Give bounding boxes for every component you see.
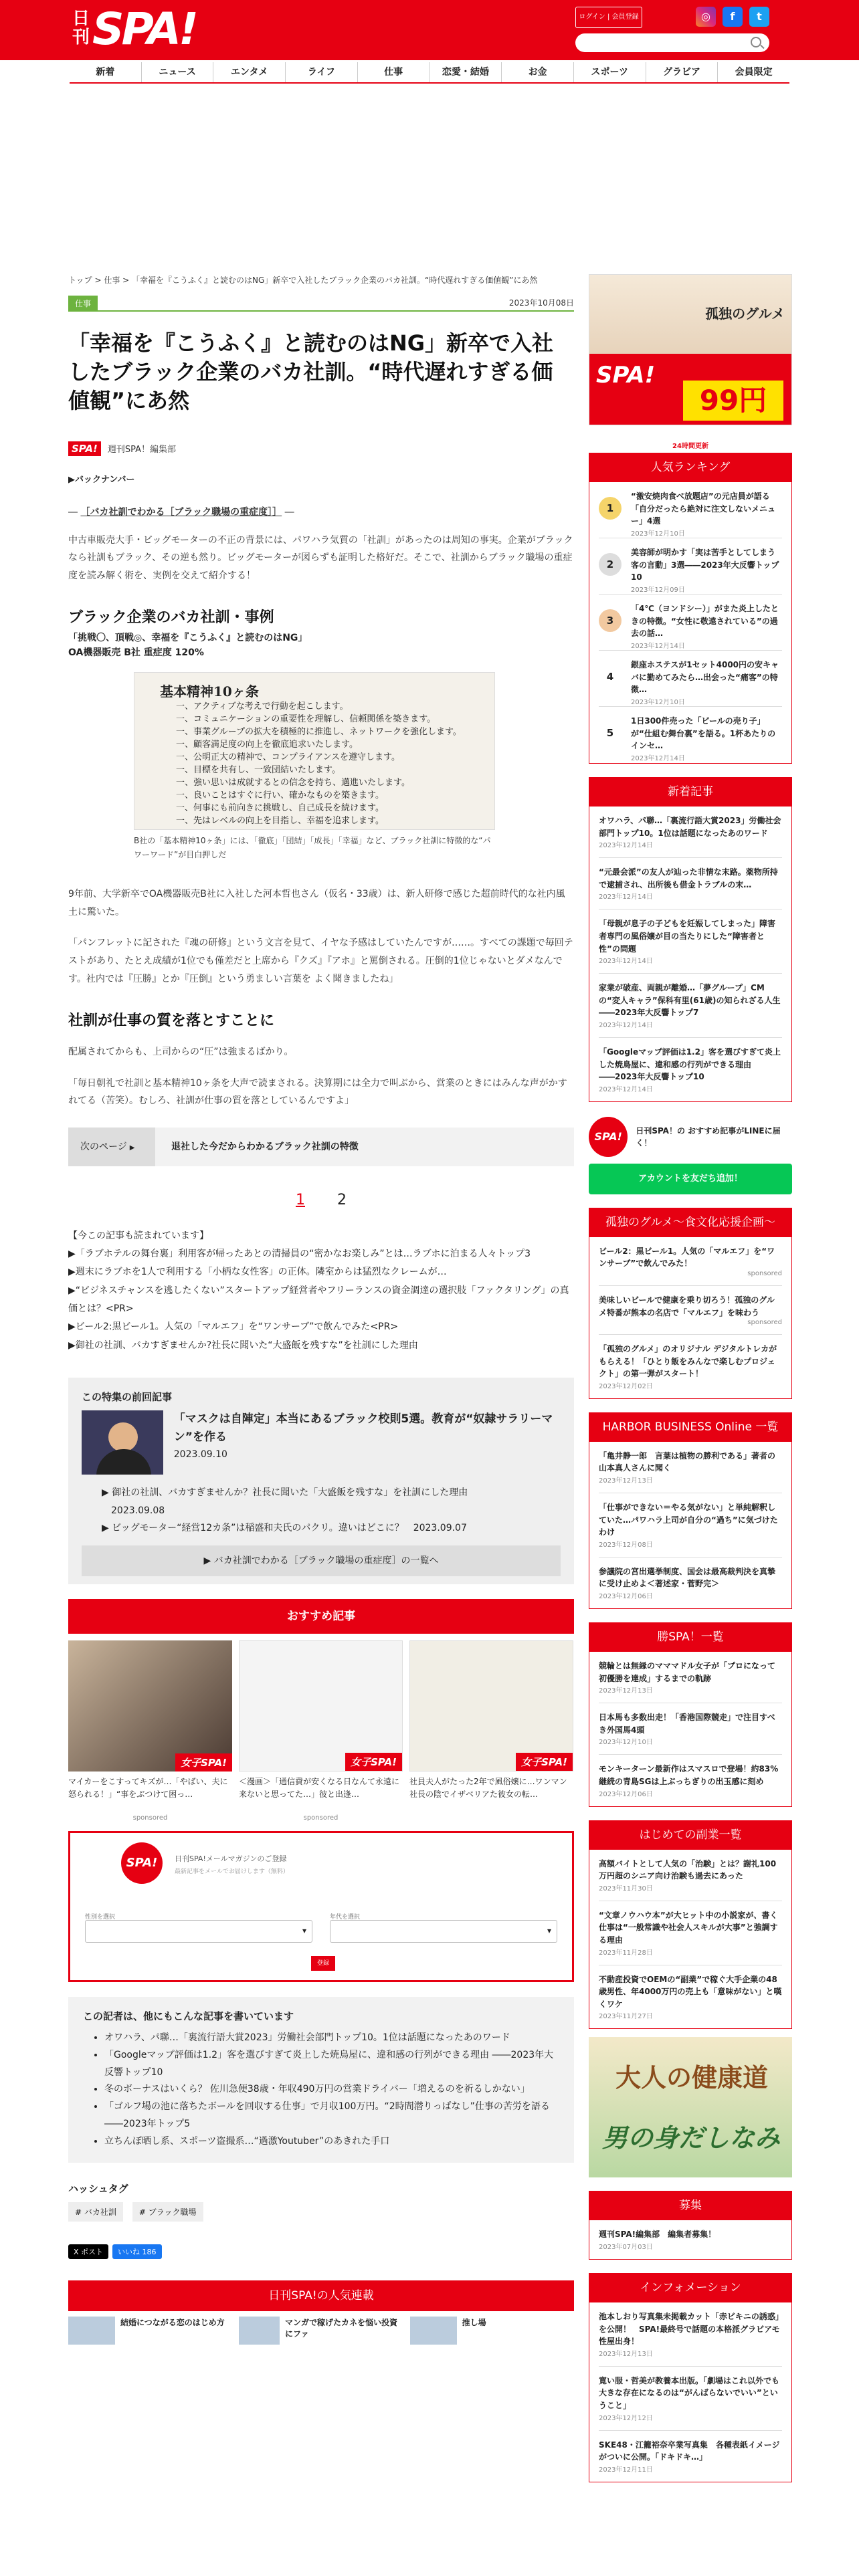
nav-item[interactable]: ライフ — [285, 62, 357, 82]
harbor-date: 2023年12月13日 — [599, 1477, 653, 1485]
article — [68, 274, 574, 2357]
nav-item[interactable]: 会員限定 — [717, 62, 789, 82]
fukugyo-date: 2023年11月28日 — [599, 1949, 653, 1957]
subheading: 「挑戦〇、頂戦◎、幸福を『こうふく』と読むのはNG」 — [68, 633, 308, 644]
like-button[interactable]: いいね 186 — [112, 2244, 162, 2259]
article-date: 2023年10月08日 — [508, 298, 574, 308]
harbor-date: 2023年12月06日 — [599, 1593, 653, 1601]
photo-line: 一、コミュニケーションの重要性を理解し、信頼関係を築きます。 — [176, 714, 436, 725]
hashtag-heading: ハッシュタグ — [68, 2182, 128, 2195]
related-list — [68, 1227, 574, 1355]
other-article-link[interactable]: • 冬のボーナスはいくら？ 佐川急便38歳・年収490万円の営業ドライバー「増えるのを祈るしかない」 — [104, 2081, 559, 2099]
x-post-button[interactable]: X ポスト — [68, 2244, 108, 2259]
harbor-item[interactable] — [599, 1493, 782, 1558]
related-link[interactable]: ▶御社の社訓、バカすぎませんか?社長に聞いた“大盛飯を残すな”を社訓にした理由 — [68, 1339, 418, 1351]
serial-item[interactable] — [410, 2317, 574, 2357]
kachi-date: 2023年12月10日 — [599, 1739, 653, 1747]
photo-line: 一、公明正大の精神で、コンプライアンスを遵守します。 — [176, 752, 401, 763]
info-title[interactable]: 池本しおり写真集未掲載カット「赤ビキニの誘惑」を公開！ SPA!最終号で話題の本格派グラビアモ性屋出身！ — [599, 2311, 780, 2347]
recommend-image[interactable] — [409, 1640, 573, 1772]
related-link[interactable]: ▶「ラブホテルの舞台裏」利用客が帰ったあとの清掃員の“密かなお楽しみ”とは…ラブホに泊まる人々トップ3 — [68, 1249, 531, 1260]
nav-item[interactable]: グラビア — [646, 62, 718, 82]
fukugyo-item[interactable] — [599, 1850, 782, 1901]
body-paragraph: 9年前、大学新卒でOA機器販売B社に入社した河本哲也さん（仮名・33歳）は、新人研修で感じた超前時代的な社内風土に驚いた。 — [68, 889, 565, 918]
fukugyo-title[interactable]: 不動産投資でOEMの“副業”で稼ぐ大手企業の48歳男性、年4000万円の売上も「意味がない」と嘆くワケ — [599, 1974, 782, 2009]
sponsored-label: sponsored — [747, 1269, 782, 1277]
recommend-text[interactable]: マイカーをこすってキズが…「やばい、夫に怒られる！」“事をぶつけて困っ… — [68, 1776, 228, 1799]
serial-title[interactable]: マンガで稼げたカネを悩い投資にファ — [285, 2317, 398, 2339]
section-heading: 社訓が仕事の質を落とすことに — [68, 1012, 275, 1030]
info-date: 2023年12月12日 — [599, 2414, 653, 2422]
line-text: 日刊SPA！の おすすめ記事がLINEに届く！ — [636, 1125, 781, 1148]
fukugyo-item[interactable] — [599, 1965, 782, 2029]
login-button[interactable]: ログイン | 会員登録 — [575, 7, 642, 28]
series-date: 2023.09.10 — [173, 1449, 227, 1461]
nav-item[interactable]: 新着 — [96, 67, 115, 78]
photo-line: 一、何事にも前向きに挑戦し、自己成長を続けます。 — [176, 803, 384, 814]
rank-title[interactable]: 「4℃（ヨンドシー）」がまた炎上したときの特徴。“女性に敬遠されている”の過去の話… — [631, 604, 779, 639]
rank-date: 2023年12月09日 — [631, 586, 685, 594]
share-buttons — [68, 2244, 574, 2259]
pagination — [68, 1192, 574, 1208]
ranking-sub: 24時間更新 — [672, 443, 708, 450]
fukugyo-heading: はじめての副業一覧 — [589, 1820, 792, 1850]
gourmet-title[interactable]: ビール2：黒ビール1。人気の「マルエフ」を“ワンサーブ”で飲んでみた！ — [599, 1246, 775, 1269]
rank-number: 3 — [599, 609, 622, 632]
recommend-card[interactable] — [409, 1640, 573, 1822]
promo-banner[interactable] — [589, 274, 792, 425]
gourmet-title[interactable]: 「孤独のグルメ」のオリジナル デジタルトレカがもらえる！「ひとり飯をみんなで楽しむプロジェクト」の第一弾がスタート！ — [599, 1344, 777, 1379]
series-box — [68, 1378, 574, 1584]
sponsored-label: sponsored — [132, 1814, 168, 1822]
info-heading: インフォメーション — [589, 2273, 792, 2302]
gourmet-title[interactable]: 美味しいビールで健康を乗り切ろう！孤独のグルメ特番が熊本の名店で「マルエフ」を味わう — [599, 1295, 775, 1317]
info-item[interactable] — [599, 2302, 782, 2367]
new-article-title[interactable]: オワハラ、パ聯…「裏流行語大賞2023」労働社会部門トップ10。1位は話題になったあのワード — [599, 816, 781, 838]
harbor-title[interactable]: 参議院の宮出選挙制度、国会は最高裁判決を真摯に受け止めよ＜著述家・菅野完＞ — [599, 1566, 776, 1589]
recommend-image[interactable] — [239, 1640, 403, 1772]
fukugyo-date: 2023年11月27日 — [599, 2013, 653, 2021]
twitter-icon[interactable]: t — [749, 7, 769, 27]
grooming-banner-title: 男の身だしなみ — [602, 2123, 781, 2153]
kachi-title[interactable]: 競輪とは無縁のマママドル女子が「プロになって初優勝を達成」するまでの軌跡 — [599, 1661, 776, 1683]
fukugyo-item[interactable] — [599, 1901, 782, 1965]
recruit-date: 2023年07月03日 — [599, 2243, 653, 2251]
photo-line: 一、顧客満足度の向上を徹底追求いたします。 — [176, 740, 358, 750]
kachi-date: 2023年12月13日 — [599, 1687, 653, 1695]
newsletter-title: 日刊SPA!メールマガジンのご登録 — [175, 1854, 287, 1863]
recruit-title[interactable]: 週刊SPA!編集部 編集者募集！ — [599, 2230, 717, 2240]
ranking-item[interactable] — [599, 538, 782, 595]
search-input[interactable] — [575, 33, 769, 52]
instagram-icon[interactable]: ◎ — [696, 7, 716, 27]
serial-thumb[interactable] — [239, 2317, 280, 2345]
gourmet-date: 2023年12月02日 — [599, 1382, 653, 1390]
nav-item[interactable]: ニュース — [141, 62, 213, 82]
spa-logo-icon: SPA! — [589, 1117, 628, 1157]
nav-item[interactable]: 恋愛・結婚 — [430, 62, 502, 82]
kachi-spa-list — [589, 1652, 792, 1807]
gender-select[interactable] — [85, 1920, 312, 1943]
recommend-grid — [68, 1640, 574, 1822]
age-label: 年代を選択 — [330, 1913, 361, 1921]
series-link[interactable]: ▶ ビッグモーター“経営12カ条”は稲盛和夫氏のパクリ。違いはどこに？ 2023.09.07 — [102, 1523, 467, 1534]
photo-title: 基本精神10ヶ条 — [160, 683, 259, 700]
new-article-title[interactable]: 「Googleマップ評価は1.2」客を選びすぎて炎上した焼鳥屋に、違和感の行列ができる理由――2023年大反響トップ10 — [599, 1047, 781, 1082]
info-item[interactable] — [599, 2431, 782, 2482]
info-date: 2023年12月13日 — [599, 2350, 653, 2358]
photo-line: 一、良いことはすぐに行い、確かなものを築きます。 — [176, 790, 384, 801]
harbor-title[interactable]: 「亀井静一郎 言葉は植物の勝利である」著者の山本真人さんに聞く — [599, 1451, 776, 1473]
gourmet-item[interactable] — [599, 1335, 782, 1398]
recommend-card[interactable] — [68, 1640, 232, 1822]
series-items — [82, 1484, 561, 1537]
category-row — [68, 294, 574, 312]
category-badge[interactable]: 仕事 — [68, 296, 98, 311]
rules-photo — [134, 672, 495, 830]
nav-item[interactable]: スポーツ — [573, 62, 646, 82]
ranking-item[interactable] — [599, 707, 782, 763]
new-article-title[interactable]: 家業が破産、両親が離婚…「夢グループ」CMの“変人キャラ”保科有里(61歳)の知られざる人生――2023年大反響トップ7 — [599, 983, 781, 1018]
article-title: 「幸福を『こうふく』と読むのはNG」新卒で入社したブラック企業のバカ社訓。“時代遅れすぎる価値観”にあ然 — [68, 330, 554, 414]
banner-spa: SPA! — [596, 362, 656, 389]
serial-thumb[interactable] — [410, 2317, 457, 2345]
recommend-heading: おすすめ記事 — [68, 1599, 574, 1634]
other-article-link[interactable]: • 立ちんぼ晒し系、スポーツ盗撮系…“過激Youtuber”のあきれた手口 — [104, 2133, 559, 2151]
rank-title[interactable]: 銀座ホステスが1セット4000円の安キャバに勤めてみたら…出会った“痛客”の特徴… — [631, 660, 779, 695]
series-heading: この特集の前回記事 — [82, 1390, 173, 1403]
new-article[interactable] — [599, 858, 782, 909]
series-first[interactable] — [82, 1410, 561, 1475]
info-list — [589, 2302, 792, 2482]
ranking-item[interactable] — [599, 482, 782, 538]
related-head: 【今この記事も読まれています】 — [68, 1230, 209, 1241]
back-number-link[interactable]: ▶バックナンバー — [68, 474, 135, 485]
rank-title[interactable]: “激安焼肉食べ放題店”の元店員が語る「自分だったら絶対に注文しないメニュー」4選 — [631, 492, 776, 526]
photo-line: 一、強い思いは成就するとの信念を持ち、邁進いたします。 — [176, 778, 410, 788]
info-title[interactable]: SKE48・江籠裕奈卒業写真集 各種表紙イメージがついに公開。「ドキドキ…」 — [599, 2440, 780, 2462]
recommend-text[interactable]: 社員夫人がたった2年で風俗嬢に…ワンマン社長の陰でイザベリアた彼女の転… — [409, 1776, 567, 1799]
author-name[interactable]: 週刊SPA！編集部 — [107, 445, 177, 455]
recruit-item[interactable] — [599, 2220, 782, 2259]
next-page-label: 次のページ ▶ — [68, 1128, 155, 1166]
related-link[interactable]: ▶週末にラブホを1人で利用する「小柄な女性客」の正体。隣室からは猛烈なクレームが… — [68, 1267, 447, 1278]
gourmet-list — [589, 1237, 792, 1399]
logo-main-text: SPA! — [92, 3, 197, 55]
ranking-item[interactable] — [599, 651, 782, 707]
harbor-list — [589, 1442, 792, 1609]
page-1[interactable]: 1 — [296, 1191, 305, 1208]
newsletter-box — [68, 1831, 574, 1982]
recommend-text[interactable]: ＜漫画＞「通信費が安くなる日なんて永遠に来ないと思ってた…」彼と出逢… — [239, 1776, 400, 1799]
photo-line: 一、目標を共有し、一致団結いたします。 — [176, 765, 341, 776]
harbor-item[interactable] — [599, 1442, 782, 1493]
next-page-link[interactable] — [68, 1128, 574, 1166]
photo-line: 一、アクティブな考えで行動を起こします。 — [176, 702, 349, 712]
line-promo — [589, 1117, 792, 1157]
other-article-link[interactable]: • 「Googleマップ評価は1.2」客を選びすぎて炎上した焼鳥屋に、違和感の行列ができる理由 ――2023年大反響トップ10 — [104, 2047, 559, 2082]
kachi-title[interactable]: 日本馬も多数出走！「香港国際競走」で注目すべき外国馬4頭 — [599, 1713, 775, 1735]
others-heading: この記者は、他にもこんな記事を書いています — [83, 2010, 294, 2022]
joshi-spa-badge: 女子SPA! — [175, 1753, 232, 1772]
info-title[interactable]: 寛い服・哲美が教養本出版。「劇場はこれ以外でも大きな存在になるのは“がんばらないでいい”ということ」 — [599, 2375, 780, 2410]
other-article-link[interactable]: • オワハラ、パ聯…「裏流行語大賞2023」労働社会部門トップ10。1位は話題になったあのワード — [104, 2030, 559, 2047]
new-articles-heading: 新着記事 — [589, 777, 792, 807]
body-paragraph: 配属されてからも、上司からの“圧”は強まるばかり。 — [68, 1047, 294, 1058]
banner-top — [589, 275, 791, 354]
serial-title[interactable]: 推し場 — [462, 2317, 486, 2327]
page-2[interactable]: 2 — [337, 1191, 347, 1208]
series-tagline — [68, 505, 574, 518]
fukugyo-title[interactable]: 高額バイトとして人気の「治験」とは？謝礼100万円超のシニア向け治験も過去にあった — [599, 1858, 777, 1881]
intro-paragraph: 中古車販売大手・ビッグモーターの不正の背景には、パワハラ気質の「社訓」があったのは周知の事実。企業がブラックなら社訓もブラック、その逆も然り。ビッグモーターが図らずも証明した格好だ。そこで、社訓からブラック職場の重症度を読み解く術を、実例を交えて紹介する！ — [68, 534, 573, 581]
new-article[interactable] — [599, 807, 782, 858]
serial-heading: 日刊SPA!の人気連載 — [68, 2280, 574, 2311]
new-article-date: 2023年12月14日 — [599, 842, 653, 850]
rank-date: 2023年12月10日 — [631, 530, 685, 538]
recruit-heading: 募集 — [589, 2191, 792, 2220]
info-date: 2023年12月11日 — [599, 2466, 653, 2474]
author-logo: SPA! — [68, 441, 101, 456]
gender-label: 性別を選択 — [85, 1913, 116, 1921]
section-heading: ブラック企業のバカ社訓・事例 — [68, 609, 274, 627]
subheading: OA機器販売 B社 重症度 120% — [68, 647, 204, 659]
author-row — [68, 441, 574, 456]
rank-date: 2023年12月14日 — [631, 754, 685, 762]
new-articles-list — [589, 807, 792, 1102]
series-date: 2023.09.08 — [102, 1505, 165, 1516]
breadcrumb[interactable]: トップ > 仕事 > 「幸福を『こうふく』と読むのはNG」新卒で入社したブラック企業のバカ社訓。“時代遅れすぎる価値観”にあ然 — [68, 276, 538, 285]
fukugyo-title[interactable]: “文章ノウハウ本”が大ヒット中の小説家が、書く仕事は“一般常識や社会人スキルが大事”と強調する理由 — [599, 1910, 778, 1945]
site-logo[interactable] — [70, 3, 197, 55]
serial-title[interactable]: 結婚につながる恋のはじめ方 — [120, 2317, 225, 2327]
banner-bottom — [589, 354, 791, 425]
health-banner[interactable] — [589, 2037, 792, 2177]
ranking-item[interactable] — [599, 595, 782, 651]
photo-caption: B社の「基本精神10ヶ条」には、「徹底」「団結」「成長」「幸福」など、ブラック社訓に特徴的な“パワーワード”が目白押しだ — [134, 836, 491, 859]
rank-title[interactable]: 美容師が明かす「実は苦手としてしまう客の言動」3選――2023年大反響トップ10 — [631, 548, 779, 582]
serial-item[interactable] — [239, 2317, 403, 2357]
series-list-button[interactable]: ▶ バカ社訓でわかる［ブラック職場の重症度］の一覧へ — [82, 1545, 561, 1576]
sponsored-label: sponsored — [747, 1319, 782, 1327]
nav-item[interactable]: 仕事 — [357, 62, 430, 82]
register-button[interactable]: 登録 — [311, 1956, 335, 1971]
age-select[interactable] — [330, 1920, 557, 1943]
kachi-title[interactable]: モンキーターン最新作はスマスロで登場！約83%継続の青島SGは上ぶっちぎりの出玉感に刻め — [599, 1764, 779, 1786]
ranking-list — [589, 482, 792, 764]
sponsored-label: sponsored — [303, 1814, 339, 1822]
kachi-item[interactable] — [599, 1703, 782, 1755]
author-other-articles — [68, 1997, 574, 2163]
joshi-spa-badge: 女子SPA! — [345, 1753, 402, 1771]
new-article-date: 2023年12月14日 — [599, 893, 653, 901]
rank-number: 2 — [599, 553, 622, 576]
newsletter-sub: 最新記事をメールでお届けします（無料） — [175, 1868, 289, 1875]
other-article-link[interactable]: • 「ゴルフ場の池に落ちたボールを回収する仕事」で月収100万円。“2時間潜りっぱなし”仕事の苦労を語る――2023年トップ5 — [104, 2099, 559, 2133]
hashtag-list — [68, 2202, 574, 2222]
joshi-spa-badge: 女子SPA! — [516, 1753, 573, 1771]
rank-date: 2023年12月10日 — [631, 698, 685, 706]
header — [0, 0, 859, 60]
series-link[interactable]: ［バカ社訓でわかる［ブラック職場の重症度］］ — [80, 506, 282, 518]
kachi-item[interactable] — [599, 1755, 782, 1806]
body-paragraph: 「パンフレットに記された『魂の研修』という文言を見て、イヤな予感はしていたんですが……。すべての課題で毎回テストがあり、たとえ成績が1位でも僅差だと上席から『クズ』『アホ』と罵倒される。圧倒的1位じゃないとダメなんです。社内では『圧勝』とか『圧倒』という勇ましい言葉を よく聞きましたね」 — [68, 938, 573, 984]
serial-thumb[interactable] — [68, 2317, 115, 2345]
sidebar — [589, 274, 792, 2482]
rank-number: 4 — [606, 671, 614, 683]
gourmet-item[interactable] — [599, 1286, 782, 1335]
facebook-icon[interactable]: f — [723, 7, 743, 27]
recommend-image[interactable] — [68, 1640, 232, 1772]
hashtag[interactable]: # ブラック職場 — [132, 2202, 203, 2222]
kachi-spa-heading: 勝SPA！一覧 — [589, 1622, 792, 1652]
new-article[interactable] — [599, 1038, 782, 1101]
nav-item[interactable]: エンタメ — [213, 62, 285, 82]
series-title[interactable]: 「マスクは自陣定」本当にあるブラック校則5選。教育が“奴隷サラリーマン”を作る — [173, 1412, 553, 1444]
banner-title: 孤独のグルメ — [705, 306, 785, 322]
gourmet-item[interactable] — [599, 1237, 782, 1286]
body-paragraph: 「毎日朝礼で社訓と基本精神10ヶ条を大声で読まされる。決算期には全力で叫ぶから、営業のときにはみんな声がかすれてる（苦笑）。むしろ、社訓が仕事の質を落としているんですよ」 — [68, 1077, 567, 1107]
hashtag[interactable]: # バカ社訓 — [68, 2202, 123, 2222]
rank-date: 2023年12月14日 — [631, 642, 685, 650]
recruit-list — [589, 2220, 792, 2260]
new-article-date: 2023年12月14日 — [599, 958, 653, 966]
fukugyo-list — [589, 1850, 792, 2030]
fukugyo-date: 2023年11月30日 — [599, 1885, 653, 1893]
related-link[interactable]: ▶ビール2:黒ビール1。人気の「マルエフ」を“ワンサーブ”で飲んでみた<PR> — [68, 1321, 399, 1333]
rank-number: 1 — [599, 497, 622, 520]
serial-grid — [68, 2317, 574, 2357]
new-article-title[interactable]: “元最会派”の友人が辿った非情な末路。薬物所持で逮捕され、出所後も借金トラブルの末… — [599, 867, 778, 889]
health-banner-title: 大人の健康道 — [615, 2062, 769, 2093]
tagline-dash: ― — [68, 506, 78, 518]
logo-small-text: 日刊 — [72, 9, 90, 47]
harbor-title[interactable]: 「仕事ができない＝やる気がない」と単純解釈していた…パワハラ上司が自分の“過ち”に気づけたわけ — [599, 1503, 778, 1537]
kachi-item[interactable] — [599, 1652, 782, 1703]
kachi-date: 2023年12月06日 — [599, 1790, 653, 1798]
serial-item[interactable] — [68, 2317, 232, 2357]
search-icon[interactable] — [751, 37, 761, 47]
banner-price: 99円 — [683, 381, 783, 421]
nav-item[interactable]: お金 — [501, 62, 573, 82]
recommend-card[interactable] — [239, 1640, 403, 1822]
harbor-date: 2023年12月08日 — [599, 1541, 653, 1549]
new-article-date: 2023年12月14日 — [599, 1085, 653, 1093]
gourmet-heading: 孤独のグルメ～食文化応援企画～ — [589, 1208, 792, 1237]
new-article[interactable] — [599, 974, 782, 1038]
harbor-item[interactable] — [599, 1558, 782, 1608]
series-link[interactable]: ▶ 御社の社訓、バカすぎませんか？社長に聞いた「大盛飯を残すな」を社訓にした理由 — [102, 1487, 468, 1498]
new-article-date: 2023年12月14日 — [599, 1021, 653, 1029]
rank-title[interactable]: 1日300件売った「ビールの売り子」が“仕組む舞台裏”を語る。1杯あたりのインセ… — [631, 716, 776, 751]
info-item[interactable] — [599, 2367, 782, 2431]
spa-logo-icon: SPA! — [121, 1842, 163, 1884]
rank-number: 5 — [606, 727, 614, 739]
line-add-friend-button[interactable]: アカウントを友だち追加！ — [589, 1164, 792, 1194]
ranking-heading: 人気ランキング — [589, 453, 792, 482]
next-page-title: 退社した今だからわかるブラック社訓の特徴 — [171, 1141, 359, 1152]
new-article[interactable] — [599, 909, 782, 974]
photo-line: 一、先はレベルの向上を目指し、幸福を追求します。 — [176, 816, 384, 827]
series-thumbnail[interactable] — [82, 1410, 163, 1475]
global-nav — [70, 62, 789, 84]
new-article-title[interactable]: 「母親が息子の子どもを妊娠してしまった」障害者専門の風俗嬢が目の当たりにした“障害者と性”の問題 — [599, 919, 776, 954]
ad-space — [68, 100, 791, 254]
related-link[interactable]: ▶“ビジネスチャンスを逃したくない”スタートアップ経営者やフリーランスの資金調達の選択肢「ファクタリング」の真価とは？<PR> — [68, 1285, 569, 1315]
photo-line: 一、事業グループの拡大を積極的に推進し、ネットワークを強化します。 — [176, 727, 462, 738]
tagline-dash: ― — [284, 506, 294, 518]
harbor-heading: HARBOR BUSINESS Online 一覧 — [589, 1412, 792, 1442]
